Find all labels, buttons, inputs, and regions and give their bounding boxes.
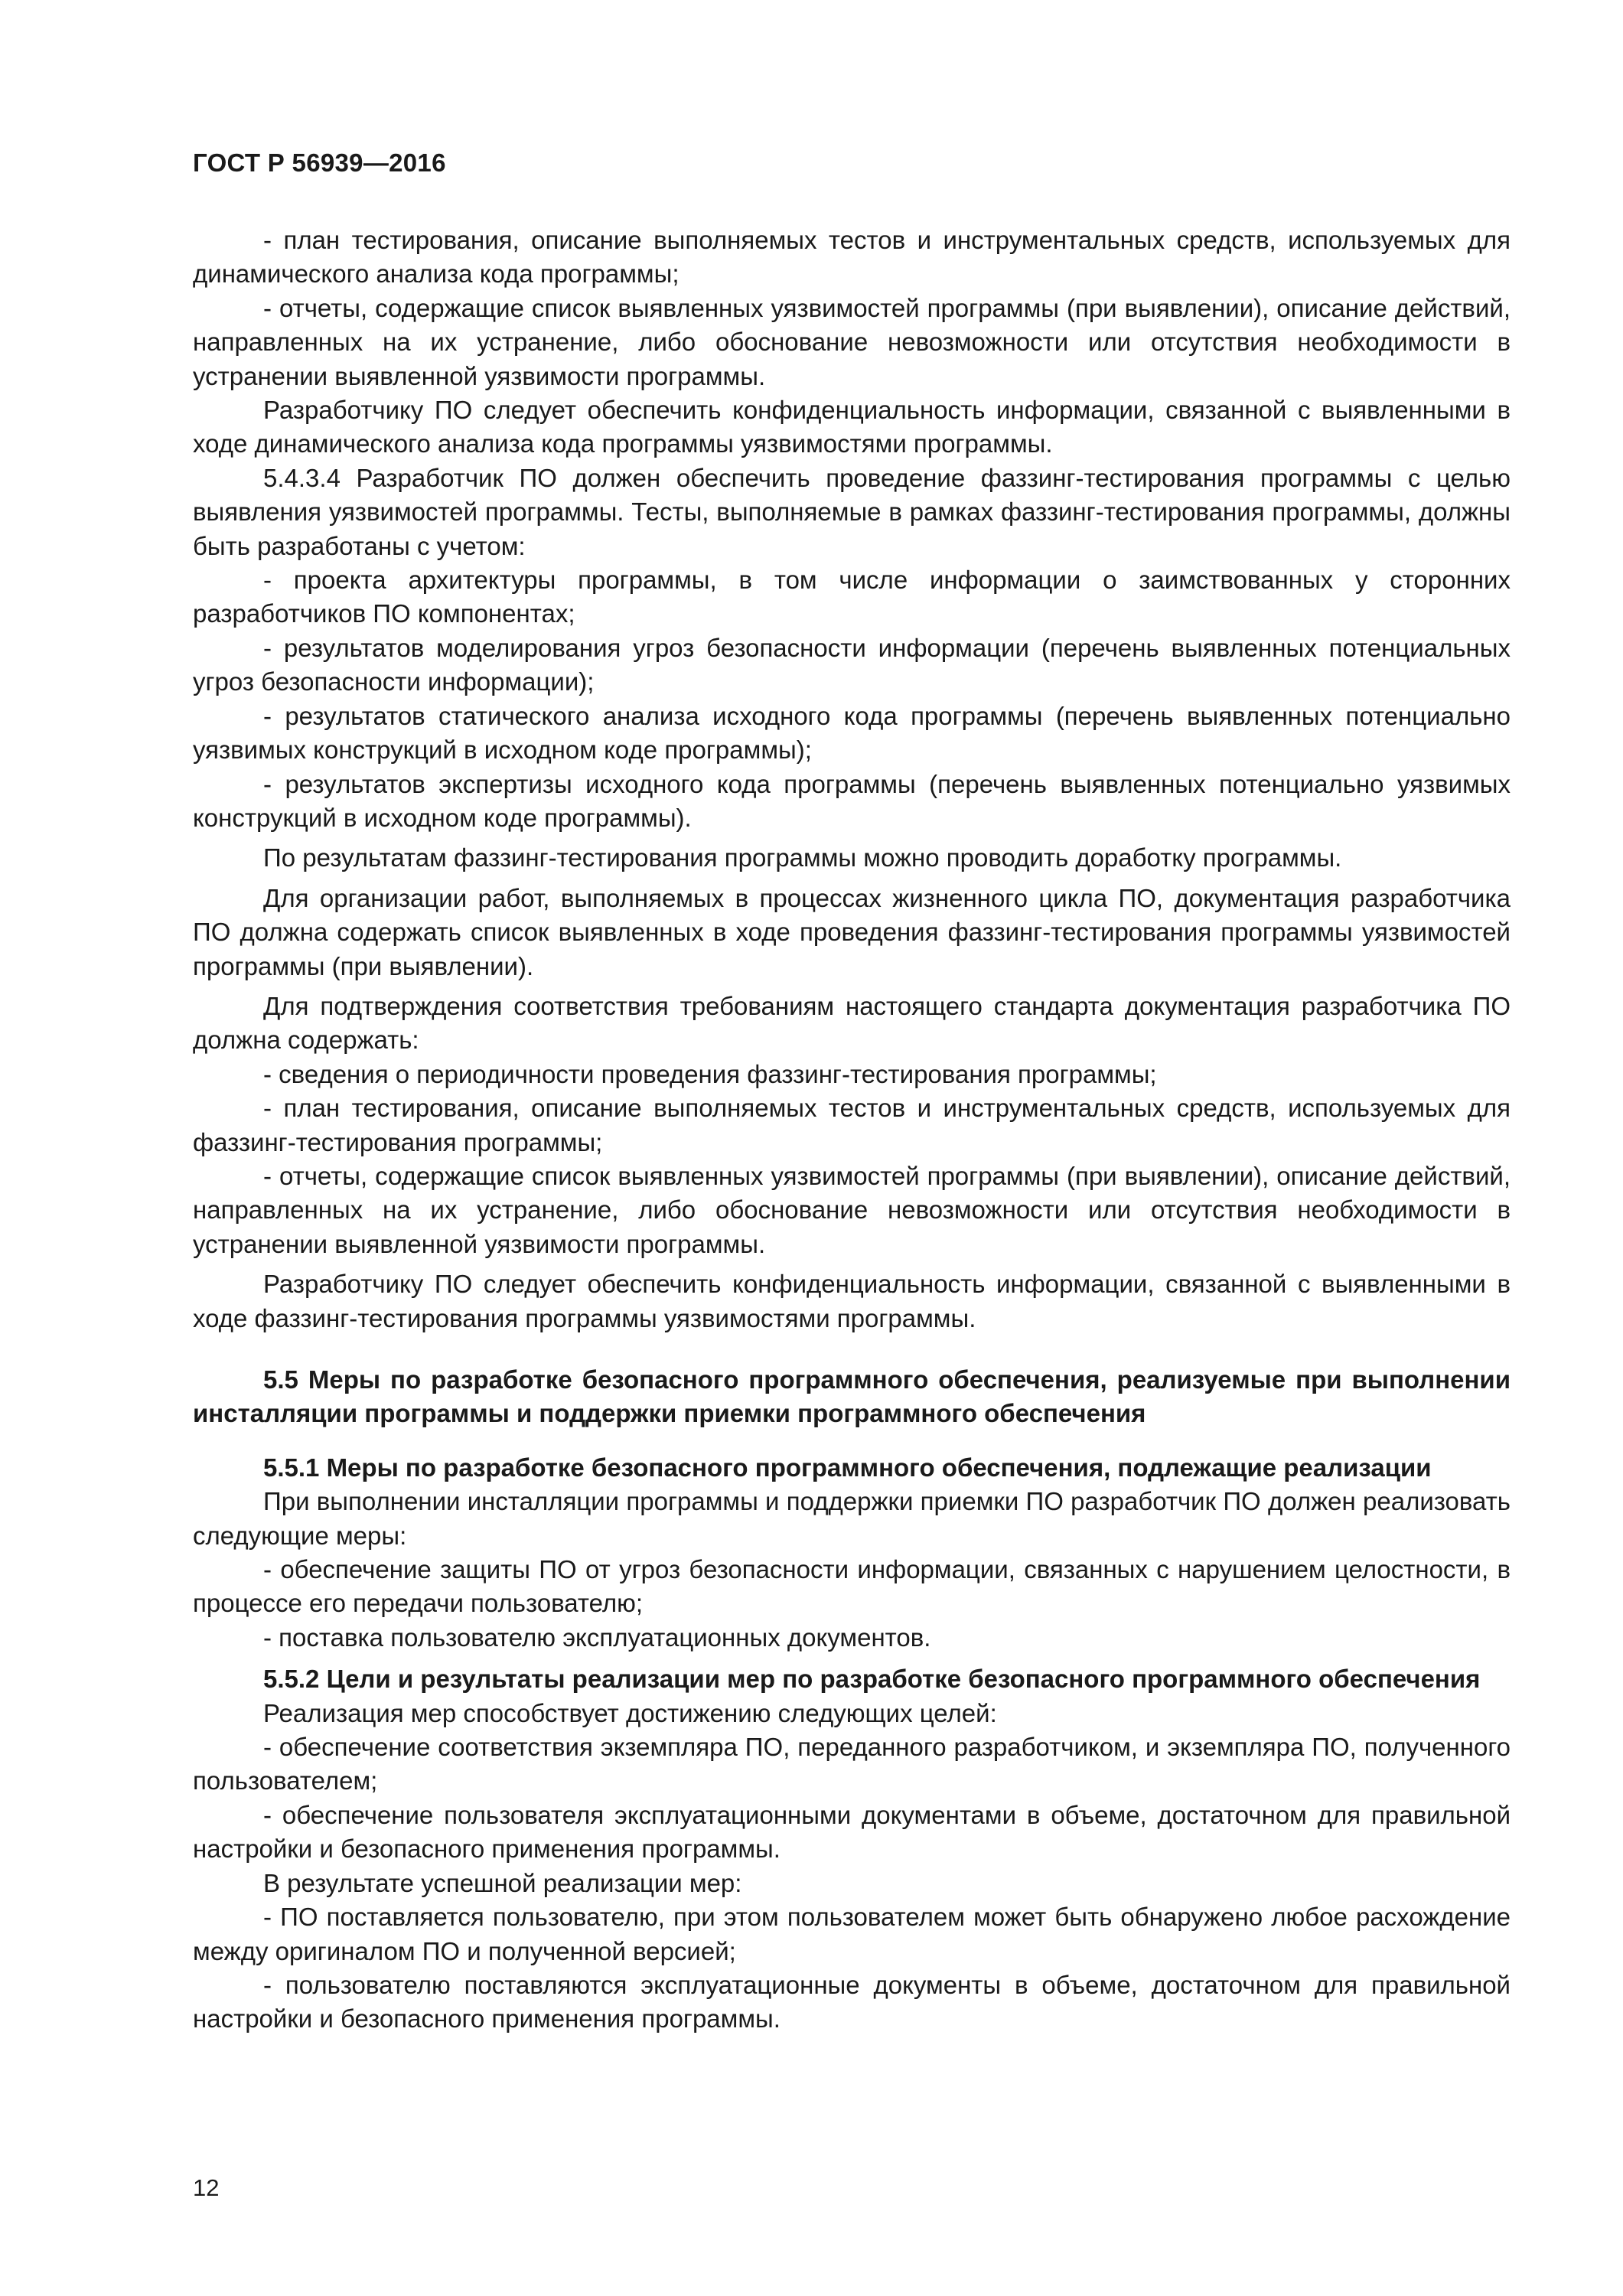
list-item: - отчеты, содержащие список выявленных уязвимостей программы (при выявлении), описание действий, направленных на их устранение, либо обоснование невозможности или отсутствия необходимости в устранении выявленной уязвимости программы. (193, 293, 1511, 390)
list-item: - обеспечение пользователя эксплуатационными документами в объеме, достаточном для правильной настройки и безопасного применения программы. (193, 1800, 1511, 1864)
page-number: 12 (193, 2174, 220, 2201)
clause-5-4-3-4: 5.4.3.4 Разработчик ПО должен обеспечить проведение фаззинг-тестирования программы с целью выявления уязвимостей программы. Тесты, выполняемые в рамках фаззинг-тестирования программы, должны быть разработаны с учетом: (193, 463, 1511, 560)
list-item: - пользователю поставляются эксплуатационные документы в объеме, достаточном для правильной настройки и безопасного применения программы. (193, 1970, 1511, 2033)
list-item: - план тестирования, описание выполняемых тестов и инструментальных средств, используемых для фаззинг-тестирования программы; (193, 1094, 1511, 1156)
list-item: - проекта архитектуры программы, в том числе информации о заимствованных у сторонних разработчиков ПО компонентах; (193, 566, 1511, 628)
list-item: - план тестирования, описание выполняемых тестов и инструментальных средств, используемых для динамического анализа кода программы; (193, 226, 1511, 289)
list-item: - результатов экспертизы исходного кода программы (перечень выявленных потенциально уязвимых конструкций в исходном коде программы). (193, 769, 1511, 832)
paragraph: Разработчику ПО следует обеспечить конфиденциальность информации, связанной с выявленными в ходе динамического анализа кода программы уязвимостями программы. (193, 396, 1511, 458)
list-item: - результатов моделирования угроз безопасности информации (перечень выявленных потенциальных угроз безопасности информации); (193, 633, 1511, 696)
document-body (193, 223, 1511, 2037)
paragraph: Реализация мер способствует достижению следующих целей: (263, 1698, 997, 1727)
subsection-heading-5-5-1: 5.5.1 Меры по разработке безопасного программного обеспечения, подлежащие реализации (263, 1453, 1432, 1482)
section-heading-5-5: 5.5 Меры по разработке безопасного программного обеспечения, реализуемые при выполнении инсталляции программы и поддержки приемки программного обеспечения (193, 1365, 1511, 1428)
document-code-header: ГОСТ Р 56939—2016 (193, 148, 446, 177)
paragraph: По результатам фаззинг-тестирования программы можно проводить доработку программы. (263, 843, 1342, 872)
paragraph: Для организации работ, выполняемых в процессах жизненного цикла ПО, документация разработчика ПО должна содержать список выявленных в ходе проведения фаззинг-тестирования программы уязвимостей программы (при выявлении). (193, 883, 1511, 980)
list-item: - поставка пользователю эксплуатационных документов. (263, 1623, 931, 1652)
list-item: - результатов статического анализа исходного кода программы (перечень выявленных потенциально уязвимых конструкций в исходном коде программы); (193, 701, 1511, 765)
list-item: - обеспечение защиты ПО от угроз безопасности информации, связанных с нарушением целостности, в процессе его передачи пользователю; (193, 1555, 1511, 1618)
subsection-heading-5-5-2: 5.5.2 Цели и результаты реализации мер по разработке безопасного программного обеспечения (263, 1665, 1481, 1694)
paragraph: В результате успешной реализации мер: (263, 1868, 742, 1897)
paragraph: Для подтверждения соответствия требованиям настоящего стандарта документация разработчика ПО должна содержать: (193, 991, 1511, 1055)
list-item: - сведения о периодичности проведения фаззинг-тестирования программы; (263, 1059, 1157, 1088)
list-item: - отчеты, содержащие список выявленных уязвимостей программы (при выявлении), описание действий, направленных на их устранение, либо обоснование невозможности или отсутствия необходимости в устранении выявленной уязвимости программы. (193, 1161, 1511, 1258)
list-item: - обеспечение соответствия экземпляра ПО, переданного разработчиком, и экземпляра ПО, полученного пользователем; (193, 1733, 1511, 1795)
paragraph: При выполнении инсталляции программы и поддержки приемки ПО разработчик ПО должен реализовать следующие меры: (193, 1487, 1511, 1550)
list-item: - ПО поставляется пользователю, при этом пользователем может быть обнаружено любое расхождение между оригиналом ПО и полученной версией; (193, 1903, 1511, 1965)
paragraph: Разработчику ПО следует обеспечить конфиденциальность информации, связанной с выявленными в ходе фаззинг-тестирования программы уязвимостями программы. (193, 1270, 1511, 1332)
